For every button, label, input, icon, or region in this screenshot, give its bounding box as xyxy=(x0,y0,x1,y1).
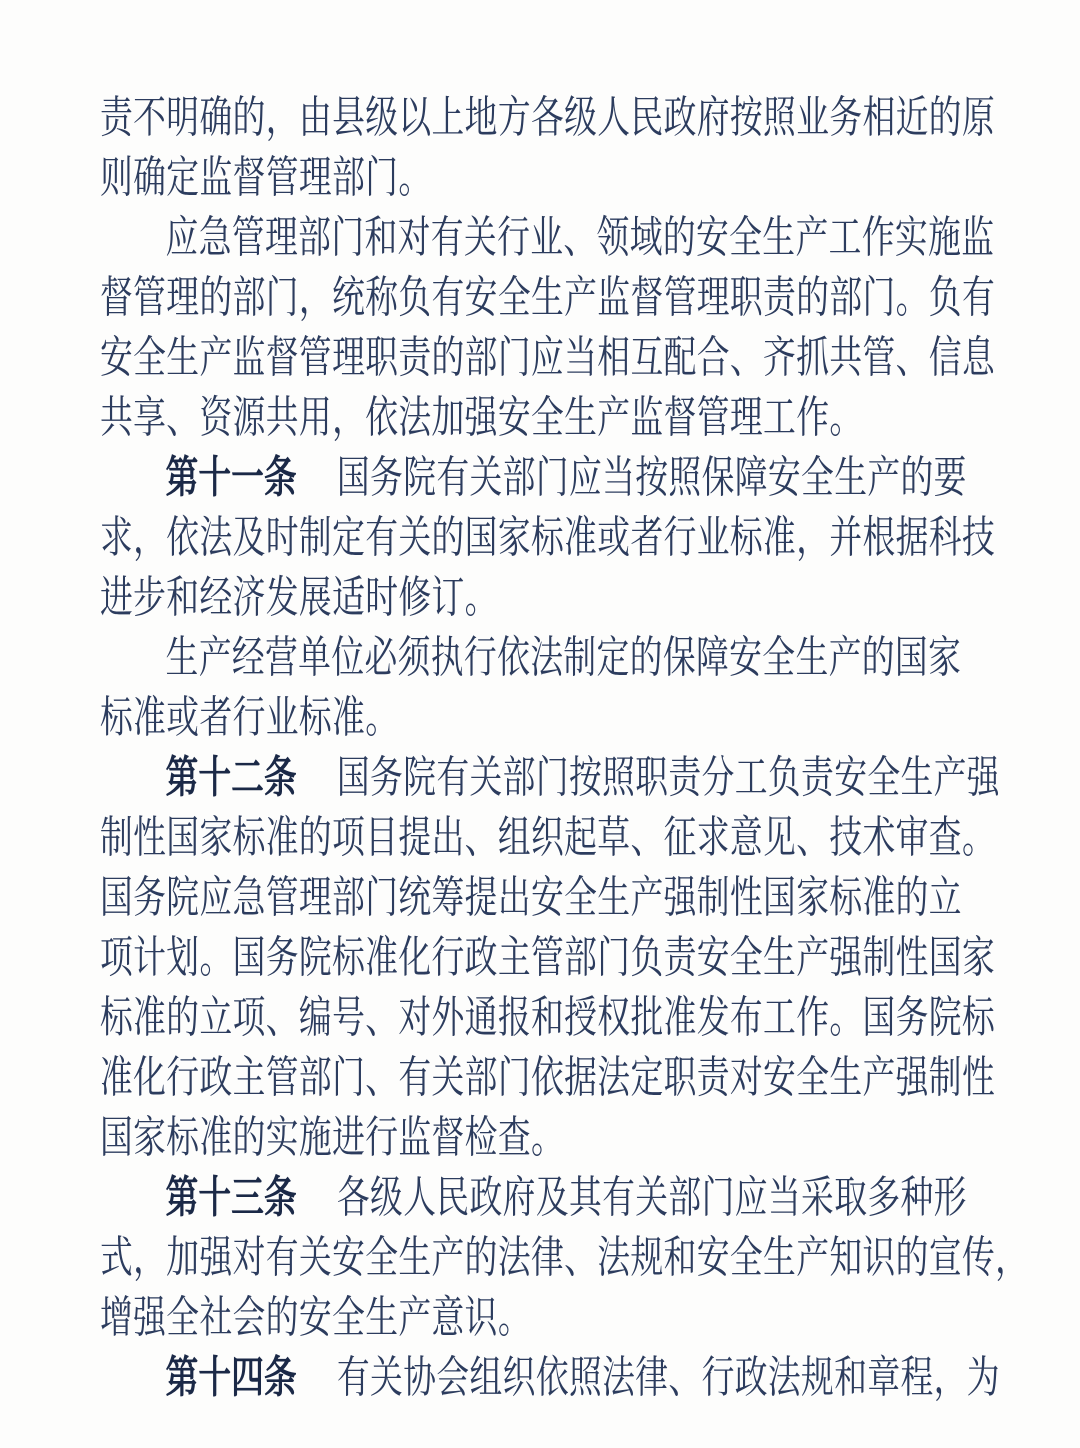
line-text: 进步和经济发展适时修订。 xyxy=(100,573,498,622)
text-line xyxy=(100,748,1054,808)
line-text: 准化行政主管部门、有关部门依据法定职责对安全生产强制性 xyxy=(100,1053,996,1102)
line-text: 标准或者行业标准。 xyxy=(100,693,399,742)
line-text: 式，加强对有关安全生产的法律、法规和安全生产知识的宣传， xyxy=(100,1233,1029,1282)
article-number: 第十一条 xyxy=(165,453,297,502)
text-line xyxy=(100,568,1054,628)
text-line xyxy=(100,1228,1054,1288)
text-line xyxy=(100,388,1054,448)
text-line xyxy=(100,508,1054,568)
text-line xyxy=(100,1048,1054,1108)
line-text: 国务院应急管理部门统筹提出安全生产强制性国家标准的立 xyxy=(100,873,962,922)
text-line xyxy=(100,148,1054,208)
text-line xyxy=(100,448,1054,508)
article-number: 第十四条 xyxy=(165,1353,297,1402)
line-text: 则确定监督管理部门。 xyxy=(100,153,432,202)
text-line xyxy=(100,928,1054,988)
text-block xyxy=(100,88,1054,1408)
text-line xyxy=(100,88,1054,148)
line-text: 责不明确的，由县级以上地方各级人民政府按照业务相近的原 xyxy=(100,93,996,142)
text-line xyxy=(100,808,1054,868)
line-text: 标准的立项、编号、对外通报和授权批准发布工作。国务院标 xyxy=(100,993,996,1042)
text-line xyxy=(100,628,1054,688)
line-text: 应急管理部门和对有关行业、领域的安全生产工作实施监 xyxy=(165,213,995,262)
text-line xyxy=(100,208,1054,268)
text-line xyxy=(100,1288,1054,1348)
line-text: 增强全社会的安全生产意识。 xyxy=(100,1293,531,1342)
text-line xyxy=(100,988,1054,1048)
line-text: 国家标准的实施进行监督检查。 xyxy=(100,1113,565,1162)
text-line xyxy=(100,328,1054,388)
line-text: 生产经营单位必须执行依法制定的保障安全生产的国家 xyxy=(165,633,962,682)
line-text: 项计划。国务院标准化行政主管部门负责安全生产强制性国家 xyxy=(100,933,996,982)
text-line xyxy=(100,268,1054,328)
line-text: 制性国家标准的项目提出、组织起草、征求意见、技术审查。 xyxy=(100,813,996,862)
article-number: 第十二条 xyxy=(165,753,297,802)
line-text: 共享、资源共用，依法加强安全生产监督管理工作。 xyxy=(100,393,863,442)
text-line xyxy=(100,1168,1054,1228)
text-line xyxy=(100,868,1054,928)
text-line xyxy=(100,1348,1054,1408)
line-text: 国务院有关部门应当按照保障安全生产的要 xyxy=(336,453,967,502)
article-number: 第十三条 xyxy=(165,1173,297,1222)
line-text: 有关协会组织依照法律、行政法规和章程，为 xyxy=(336,1353,1000,1402)
line-text: 督管理的部门，统称负有安全生产监督管理职责的部门。负有 xyxy=(100,273,996,322)
line-text: 各级人民政府及其有关部门应当采取多种形 xyxy=(336,1173,967,1222)
line-text: 求，依法及时制定有关的国家标准或者行业标准，并根据科技 xyxy=(100,513,996,562)
text-line xyxy=(100,1108,1054,1168)
line-text: 国务院有关部门按照职责分工负责安全生产强 xyxy=(336,753,1000,802)
line-text: 安全生产监督管理职责的部门应当相互配合、齐抓共管、信息 xyxy=(100,333,996,382)
text-line xyxy=(100,688,1054,748)
